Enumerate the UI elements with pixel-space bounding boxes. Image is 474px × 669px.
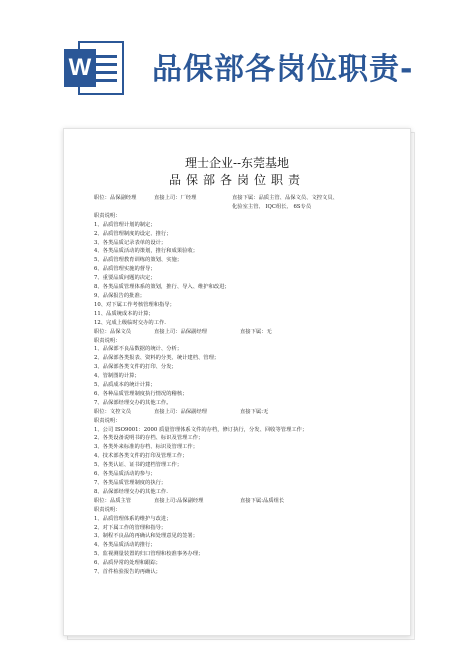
- position-field: 直接上司：品保副经理: [154, 328, 207, 335]
- document-line: 6、品质管理实施的督导；: [94, 266, 156, 273]
- position-field: 直接上司：品保副经理: [154, 408, 207, 415]
- word-document-icon: [64, 41, 126, 95]
- document-line: 2、品质管理制度的设定、推行；: [94, 230, 172, 237]
- position-field: 直接下属:品质组长: [240, 497, 285, 504]
- position-field: 职位：文控文员: [94, 408, 132, 415]
- document-page: [63, 128, 411, 636]
- position-field: 职位：品质主管: [94, 497, 132, 504]
- document-subtitle: 品保部各岗位职责: [168, 173, 305, 187]
- document-line: 3、品保部各类文件的打印、分发；: [94, 364, 177, 371]
- position-header: [94, 497, 406, 506]
- document-line: 职责说明：: [94, 506, 121, 513]
- position-header: [94, 408, 406, 417]
- document-line: 4、技术部各类文件的打印及管理工作；: [94, 453, 188, 460]
- document-line: 职责说明：: [94, 337, 121, 344]
- position-field: 职位：品保副经理: [94, 195, 137, 201]
- position-field: 直接上司:品保副经理: [154, 497, 204, 504]
- position-header: [94, 328, 406, 337]
- banner-title: 品保部各岗位职责-: [152, 52, 414, 87]
- document-line: 6、各类品质活动的参与；: [94, 471, 156, 478]
- document-line: 6、各种品质管理制度执行情况的稽核；: [94, 390, 188, 397]
- document-line: 1、品质管理计划的制定；: [94, 221, 156, 228]
- position-field: 直接下属：无: [240, 328, 272, 335]
- document-line: 5、品质管理教育训练的策划、实施；: [94, 257, 183, 264]
- document-preview: [63, 128, 415, 638]
- document-line: 8、品保部经理交办的其他工作.: [94, 488, 168, 495]
- document-line: 3、各类品质记录表单的设计；: [94, 239, 167, 246]
- word-letter: W: [64, 49, 96, 87]
- document-line: 12、完成上级临时交办的工作.: [94, 319, 166, 326]
- document-line: 11、品质统成本的计算；: [94, 310, 154, 317]
- document-line: 2、各类设备说明书的存档、标识及管理工作；: [94, 435, 204, 442]
- document-line: 4、管制图的计算；: [94, 373, 140, 380]
- document-line: 7、重要品质问题的决定；: [94, 275, 156, 282]
- document-line: 8、各类品质管理体系的策划，推行、导入、维护和改进；: [94, 284, 230, 291]
- document-line: 4、各类品质活动的推行；: [94, 542, 156, 549]
- document-line: 化验室主管、 IQC组长、 6S专员: [232, 203, 312, 210]
- document-line: 3、各类外来标准的存档、标识及管理工作；: [94, 444, 199, 451]
- position-field: 职位：品保文员: [94, 328, 132, 335]
- document-line: 3、制程不良品的再确认和处理意见的签署；: [94, 533, 199, 540]
- document-line: 1、品保部不良品数据的统计、分析；: [94, 346, 183, 353]
- document-title: 理士企业--东莞基地: [184, 156, 290, 170]
- document-body: [94, 194, 406, 577]
- document-line: 职责说明：: [94, 417, 121, 424]
- document-line: 1、公司 ISO9001：2000 质量管理体系文件的存档，修订执行，分发、回收等管理工作；: [94, 426, 308, 433]
- document-line: 职责说明：: [94, 212, 121, 219]
- document-line: 5、监视测量装置的归口管理和校准事务办理；: [94, 551, 204, 558]
- document-line: 7、首件检验报告的再确认；: [94, 569, 161, 576]
- document-line: 6、品质异常的处理和跟踪；: [94, 560, 161, 567]
- document-line: 7、各类品质管理制度的执行；: [94, 480, 167, 486]
- document-line: 4、各类品质活动的策划，推行和成果验收；: [94, 248, 199, 255]
- document-line: 7、品保部经理交办的其他工作。: [94, 399, 172, 406]
- document-line: 5、品质成本的统计计算；: [94, 382, 156, 389]
- document-line: 1、品质管理体系的维护与改进；: [94, 515, 172, 522]
- position-header: [94, 194, 406, 203]
- document-line: 10、对下属工作考核管理和指导；: [94, 301, 175, 308]
- document-line: 5、各类认证、证书的建档管理工作；: [94, 462, 183, 469]
- document-line: 2、对下属工作的管理和指导；: [94, 524, 167, 531]
- document-line: 9、品保报告的批准；: [94, 292, 146, 299]
- position-field: 直接下属：品质主管、品保文员、文控文员、: [232, 195, 338, 201]
- position-field: 直接下属:无: [240, 408, 269, 415]
- position-field: 直接上司：厂经理: [154, 195, 197, 201]
- document-line: 2、品保部各类报表、资料的分类、统计建档、管理；: [94, 355, 220, 362]
- banner: [0, 0, 474, 120]
